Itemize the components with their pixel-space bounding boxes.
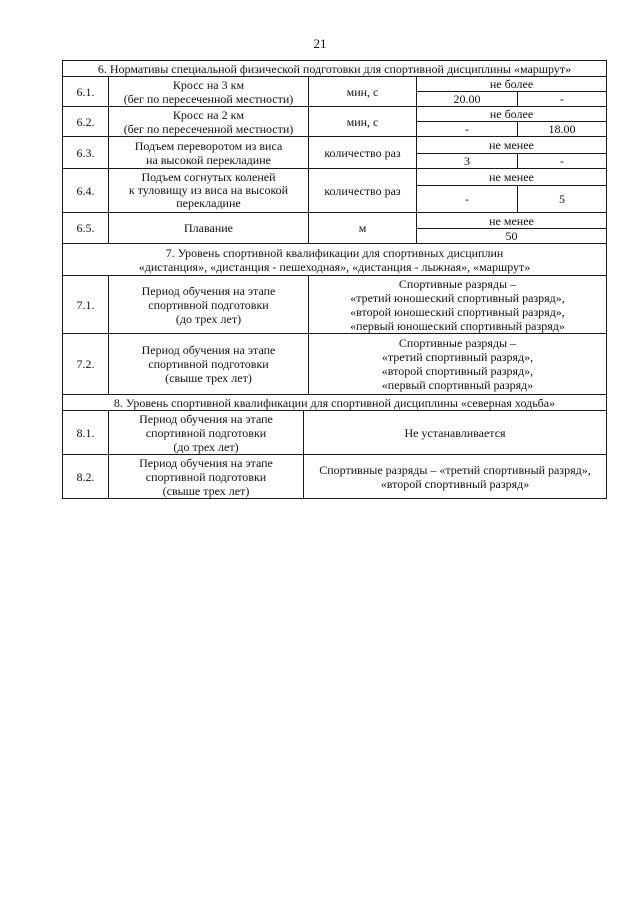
test-name: Подъем переворотом из виса на высокой перекладине <box>108 136 309 169</box>
test-name: Плавание <box>108 212 309 244</box>
requirement: Спортивные разряды – «третий спортивный разряд», «второй спортивный разряд», «первый спортивный разряд» <box>308 333 607 395</box>
row-number: 6.4. <box>62 168 109 213</box>
unit: м <box>308 212 417 244</box>
unit: мин, с <box>308 106 417 137</box>
unit: количество раз <box>308 168 417 213</box>
value-a: - <box>416 185 518 213</box>
value-a: 3 <box>416 153 518 169</box>
value-b: 18.00 <box>517 121 607 137</box>
section7-title: 7. Уровень спортивной квалификации для спортивных дисциплин «дистанция», «дистанция - пешеходная», «дистанция - лыжная», «маршрут» <box>62 243 607 276</box>
row-number: 7.2. <box>62 333 109 395</box>
period: Период обучения на этапе спортивной подготовки (свыше трех лет) <box>108 333 309 395</box>
unit: мин, с <box>308 76 417 107</box>
value-b: - <box>517 91 607 107</box>
section6-title: 6. Нормативы специальной физической подготовки для спортивной дисциплины «маршрут» <box>62 60 607 77</box>
period: Период обучения на этапе спортивной подготовки (до трех лет) <box>108 275 309 334</box>
test-name: Подъем согнутых коленей к туловищу из виса на высокой перекладине <box>108 168 309 213</box>
page-number: 21 <box>313 36 327 51</box>
section8-title: 8. Уровень спортивной квалификации для спортивной дисциплины «северная ходьба» <box>62 394 607 411</box>
requirement: Спортивные разряды – «третий спортивный разряд», «второй спортивный разряд» <box>303 454 607 499</box>
row-number: 7.1. <box>62 275 109 334</box>
value-b: 5 <box>517 185 607 213</box>
condition: не менее <box>416 168 607 186</box>
period: Период обучения на этапе спортивной подготовки (свыше трех лет) <box>108 454 304 499</box>
row-number: 6.5. <box>62 212 109 244</box>
period: Период обучения на этапе спортивной подготовки (до трех лет) <box>108 410 304 455</box>
requirement: Не устанавливается <box>303 410 607 455</box>
row-number: 8.2. <box>62 454 109 499</box>
value-a: 20.00 <box>416 91 518 107</box>
value: 50 <box>416 228 607 244</box>
row-number: 6.2. <box>62 106 109 137</box>
value-a: - <box>416 121 518 137</box>
condition: не менее <box>416 136 607 154</box>
unit: количество раз <box>308 136 417 169</box>
row-number: 6.3. <box>62 136 109 169</box>
test-name: Кросс на 2 км (бег по пересеченной местности) <box>108 106 309 137</box>
condition: не менее <box>416 212 607 229</box>
condition: не более <box>416 76 607 92</box>
condition: не более <box>416 106 607 122</box>
test-name: Кросс на 3 км (бег по пересеченной местности) <box>108 76 309 107</box>
requirement: Спортивные разряды – «третий юношеский спортивный разряд», «второй юношеский спортивный разряд», «первый юношеский спортивный разряд» <box>308 275 607 334</box>
row-number: 8.1. <box>62 410 109 455</box>
row-number: 6.1. <box>62 76 109 107</box>
value-b: - <box>517 153 607 169</box>
